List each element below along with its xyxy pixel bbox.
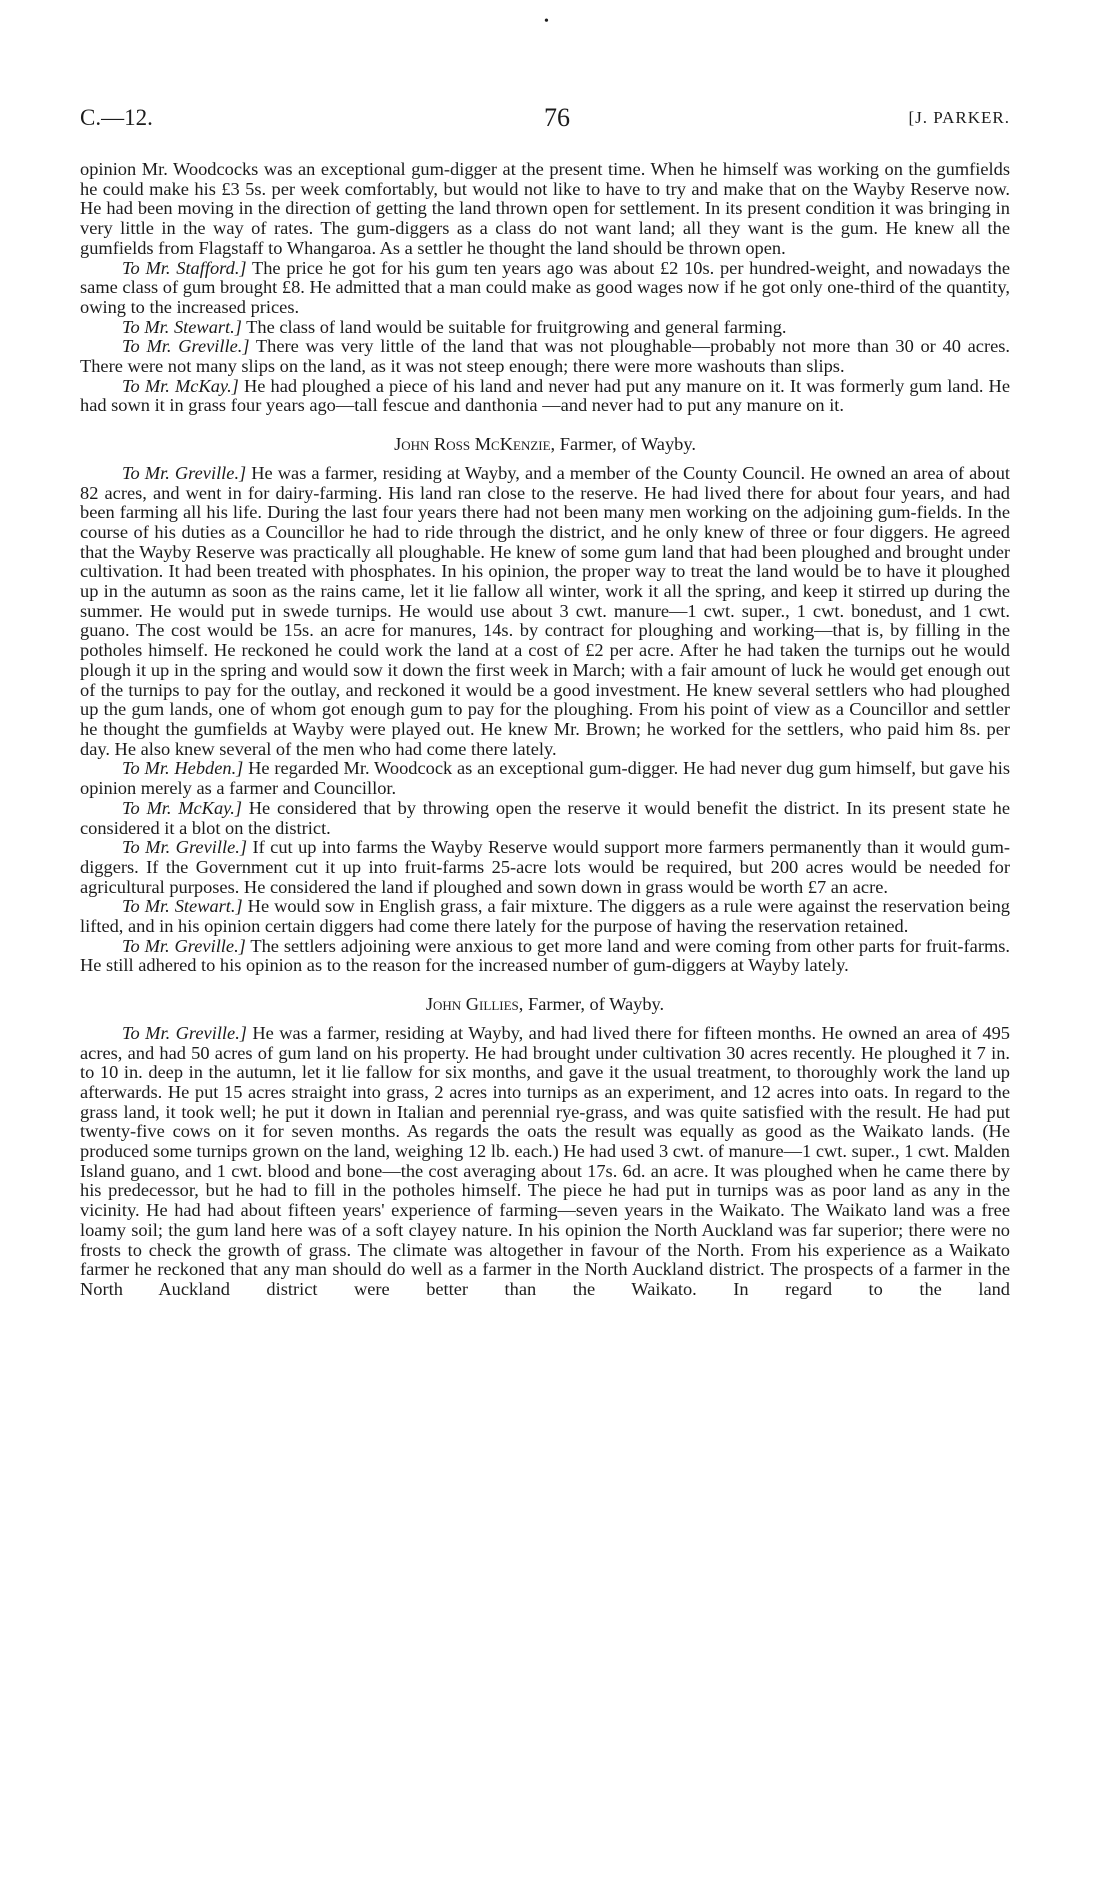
parker-paragraph: opinion Mr. Woodcocks was an exceptional gum-digger at the present time. When he himself was working on the gumfields he could make his £3 5s. per week comfortably, but would not like to have to try and make that on the Wayby Reserve now. He had been moving in the direction of getting the land thrown open for settlement. In its present condition it was bringing in very little in the way of rates. The gum-diggers as a class do not want land; all they want is the gum. He knew all the gumfields from Flagstaff to Whangaroa. As a settler he thought the land should be thrown open. xyxy=(80,159,1010,258)
parker-paragraph: To Mr. McKay.] He had ploughed a piece of his land and never had put any manure on it. It was formerly gum land. He had sown it in grass four years ago—tall fescue and danthonia —and never had to put any manure on it. xyxy=(80,375,1011,416)
paper-reference: C.—12. xyxy=(80,105,153,130)
questioner: To Mr. Greville.] xyxy=(122,462,247,483)
page-number: 76 xyxy=(544,103,570,132)
mckenzie-paragraph: To Mr. Hebden.] He regarded Mr. Woodcock as an exceptional gum-digger. He had never dug gum himself, but gave his opinion merely as a farmer and Councillor. xyxy=(80,758,1010,799)
top-mark: • xyxy=(544,14,549,29)
mckenzie-paragraph: To Mr. McKay.] He considered that by throwing open the reserve it would benefit the district. In its present state he considered it a blot on the district. xyxy=(80,797,1010,838)
questioner: To Mr. McKay.] xyxy=(122,375,239,396)
questioner: To Mr. Hebden.] xyxy=(122,758,244,779)
mckenzie-paragraph: To Mr. Greville.] The settlers adjoining were anxious to get more land and were coming from other parts for fruit-farms. He still adhered to his opinion as to the reason for the increased number of gum-diggers at Wayby lately. xyxy=(80,935,1011,976)
questioner: To Mr. Greville.] xyxy=(122,837,248,858)
section-heading-mckenzie: John Ross McKenzie, Farmer, of Wayby. xyxy=(394,434,696,455)
parker-paragraph: To Mr. Stewart.] The class of land would be suitable for fruitgrowing and general farming. xyxy=(122,316,787,337)
questioner: To Mr. Stewart.] xyxy=(122,316,242,337)
questioner: To Mr. McKay.] xyxy=(122,797,243,818)
parker-paragraph: To Mr. Greville.] There was very little of the land that was not ploughable—probably not more than 30 or 40 acres. There were not many slips on the land, as it was not steep enough; there were more washouts than slips. xyxy=(80,336,1010,377)
mckenzie-paragraph: To Mr. Greville.] If cut up into farms the Wayby Reserve would support more farmers permanently than it would gum-diggers. If the Government cut it up into fruit-farms 25-acre lots would be required, but 200 acres would be needed for agricultural purposes. He considered the land if ploughed and sown down in grass would be worth £7 an acre. xyxy=(80,837,1010,897)
mckenzie-paragraph: To Mr. Stewart.] He would sow in English grass, a fair mixture. The diggers as a rule were against the reservation being lifted, and in his opinion certain diggers had come there lately for the purpose of having the reservation retained. xyxy=(80,896,1011,937)
section-heading-gillies: John Gillies, Farmer, of Wayby. xyxy=(425,994,665,1015)
parker-paragraph: To Mr. Stafford.] The price he got for his gum ten years ago was about £2 10s. per hundred-weight, and nowadays the same class of gum brought £8. He admitted that a man could make as good wages now if he got only one-third of the quantity, owing to the increased prices. xyxy=(80,257,1010,317)
gillies-paragraph: To Mr. Greville.] He was a farmer, residing at Wayby, and had lived there for fifteen months. He owned an area of 495 acres, and had 50 acres of gum land on his property. He had brought under cultivation 30 acres recently. He ploughed it 7 in. to 10 in. deep in the autumn, let it lie fallow for six months, and gave it the usual treatment, to thoroughly work the land up afterwards. He put 15 acres straight into grass, 2 acres into turnips as an experiment, and 12 acres into oats. In regard to the grass land, it took well; he put it down in Italian and perennial rye-grass, and was quite satisfied with the result. He had put twenty-five cows on it for seven months. As regards the oats the result was equally as good as the Waikato lands. (He produced some turnips grown on the land, weighing 12 lb. each.) He had used 3 cwt. of manure—1 cwt. super., 1 cwt. Malden Island guano, and 1 cwt. blood and bone—the cost averaging about 17s. 6d. an acre. It was ploughed when he came there by his predecessor, but he had to fill in the potholes himself. The piece he had put in turnips was as poor land as any in the vicinity. He had had about fifteen years' experience of farming—seven years in the Waikato. The Waikato land was a free loamy soil; the gum land here was of a soft clayey nature. In his opinion the North Auckland was far superior; there were no frosts to check the growth of grass. The climate was altogether in favour of the North. From his experience as a Waikato farmer he reckoned that any man should do well as a farmer in the North Auckland district. The prospects of a farmer in the North Auckland district were better than the Waikato. In regard to the land xyxy=(80,1022,1010,1299)
questioner: To Mr. Greville.] xyxy=(122,1022,247,1043)
questioner: To Mr. Greville.] xyxy=(122,935,246,956)
mckenzie-paragraph: To Mr. Greville.] He was a farmer, residing at Wayby, and a member of the County Council. He owned an area of about 82 acres, and went in for dairy-farming. His land ran close to the reserve. He had lived there for about four years, and had been farming all his life. During the last four years there had not been many men working on the adjoining gum-fields. In the course of his duties as a Councillor he had to ride through the district, and he only knew of three or four diggers. He agreed that the Wayby Reserve was practically all ploughable. He knew of some gum land that had been ploughed and brought under cultivation. It had been treated with phosphates. In his opinion, the proper way to treat the land would be to have it ploughed up in the autumn as soon as the rains came, let it lie fallow all winter, work it all the spring, and keep it stirred up during the summer. He would put in swede turnips. He would use about 3 cwt. manure—1 cwt. super., 1 cwt. bonedust, and 1 cwt. guano. The cost would be 15s. an acre for manures, 14s. by contract for ploughing and working—that is, by filling in the potholes himself. He reckoned he could work the land at a cost of £2 per acre. After he had taken the turnips out he would plough it up in the spring and would sow it down the first week in March; with a fair amount of luck he would get enough out of the turnips to pay for the outlay, and reckoned it would be a good investment. He knew several settlers who had ploughed up the gum lands, one of whom got enough gum to pay for the ploughing. From his point of view as a Councillor and settler he thought the gumfields at Wayby were played out. He knew Mr. Brown; he worked for the settlers, who paid him 8s. per day. He also knew several of the men who had come there lately. xyxy=(80,462,1010,759)
page-body xyxy=(80,160,1010,1300)
questioner: To Mr. Greville.] xyxy=(122,336,250,357)
witness-name: [J. PARKER. xyxy=(908,108,1010,127)
questioner: To Mr. Stafford.] xyxy=(122,257,247,278)
questioner: To Mr. Stewart.] xyxy=(122,896,243,917)
